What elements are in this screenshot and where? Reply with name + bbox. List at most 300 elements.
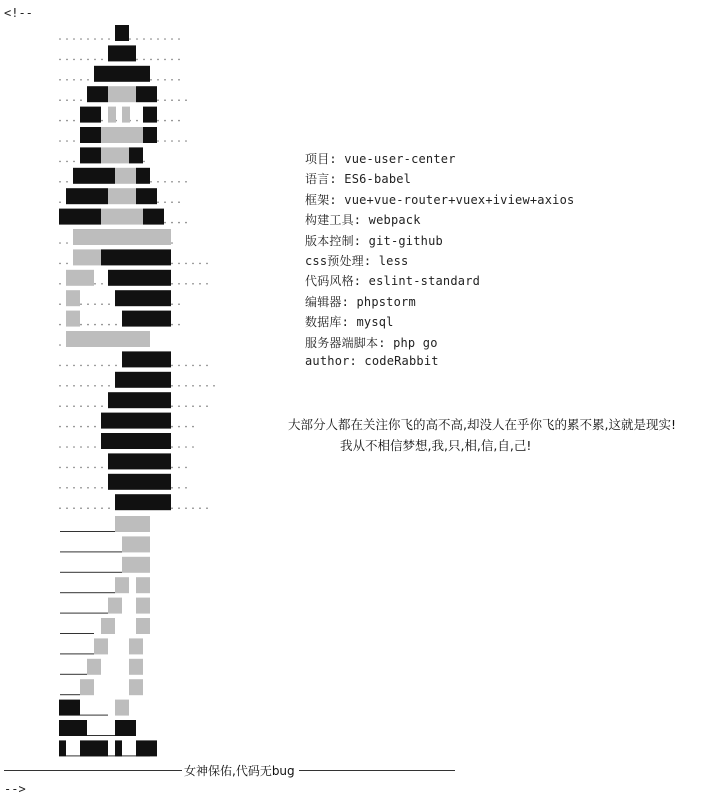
art-underscore-line <box>60 572 122 573</box>
art-underscore-line <box>87 735 115 736</box>
art-dot <box>108 324 110 326</box>
art-dot <box>101 324 103 326</box>
art-dot <box>59 201 61 203</box>
project-info-label: 语言: <box>305 172 337 187</box>
art-dot <box>213 385 215 387</box>
art-dot <box>185 99 187 101</box>
art-block-dark <box>108 270 171 286</box>
comment-open: <!-- <box>4 6 33 20</box>
art-block-dark <box>59 720 87 736</box>
art-dot <box>185 263 187 265</box>
art-dot <box>157 99 159 101</box>
art-block-light <box>136 577 150 593</box>
art-underscore-line <box>60 551 122 552</box>
project-info-label: 项目: <box>305 152 337 166</box>
project-info-value: vue+vue-router+vuex+iview+axios <box>344 192 575 207</box>
art-block-light <box>80 679 94 695</box>
art-dot <box>192 507 194 509</box>
art-dot <box>94 59 96 61</box>
art-dot <box>164 222 166 224</box>
art-dot <box>178 507 180 509</box>
project-info-value: webpack <box>368 213 421 228</box>
project-info-row <box>305 191 574 208</box>
art-dot <box>157 38 159 40</box>
art-block-dark <box>108 474 171 490</box>
art-dot <box>66 181 68 183</box>
art-dot <box>94 38 96 40</box>
art-dot <box>185 507 187 509</box>
project-info-row <box>305 211 421 228</box>
art-block-light <box>73 249 101 265</box>
art-dot <box>66 79 68 81</box>
art-underscore-line <box>60 653 94 654</box>
art-dot <box>157 120 159 122</box>
art-dot <box>150 79 152 81</box>
art-dot <box>199 405 201 407</box>
art-dot <box>115 365 117 367</box>
art-dot <box>59 324 61 326</box>
art-dot <box>73 385 75 387</box>
art-dot <box>101 365 103 367</box>
art-dot <box>164 120 166 122</box>
art-dot <box>178 181 180 183</box>
art-dot <box>171 487 173 489</box>
art-dot <box>66 365 68 367</box>
art-block-dark <box>59 700 80 716</box>
art-block-light <box>115 516 150 532</box>
project-info-label: 服务器端脚本: <box>305 335 386 350</box>
project-info-row <box>305 354 439 368</box>
art-dot <box>185 140 187 142</box>
art-block-light <box>108 107 116 123</box>
art-block-dark <box>115 25 129 41</box>
project-info-value: codeRabbit <box>364 354 439 368</box>
art-block-light <box>101 147 129 163</box>
art-underscore-line <box>60 674 87 675</box>
art-dot <box>185 181 187 183</box>
art-dot <box>171 38 173 40</box>
art-dot <box>87 38 89 40</box>
art-dot <box>94 507 96 509</box>
art-dot <box>115 324 117 326</box>
project-info-row <box>305 252 408 269</box>
art-block-dark <box>143 127 157 143</box>
project-info-label: 数据库: <box>305 315 350 330</box>
art-dot <box>136 120 138 122</box>
art-block-dark <box>80 107 101 123</box>
art-dot <box>185 405 187 407</box>
art-dot <box>178 38 180 40</box>
art-block-dark <box>101 413 171 429</box>
art-block-dark <box>122 311 171 327</box>
art-dot <box>206 283 208 285</box>
art-dot <box>87 79 89 81</box>
art-block-light <box>101 618 115 634</box>
art-dot <box>199 283 201 285</box>
art-dot <box>108 385 110 387</box>
art-dot <box>87 446 89 448</box>
art-dot <box>185 467 187 469</box>
footer-line-left <box>4 770 182 771</box>
art-block-light <box>108 598 122 614</box>
art-dot <box>178 263 180 265</box>
footer-line-right <box>299 770 455 771</box>
art-dot <box>66 446 68 448</box>
art-dot <box>178 201 180 203</box>
art-dot <box>178 426 180 428</box>
art-dot <box>59 405 61 407</box>
art-dot <box>94 283 96 285</box>
art-dot <box>164 140 166 142</box>
art-block-light <box>66 290 80 306</box>
project-info-label: 代码风格: <box>305 274 362 289</box>
art-dot <box>108 38 110 40</box>
art-dot <box>80 324 82 326</box>
art-dot <box>59 79 61 81</box>
art-dot <box>192 385 194 387</box>
art-block-light <box>87 659 101 675</box>
project-info-row <box>305 334 438 351</box>
art-block-light <box>129 638 143 654</box>
art-dot <box>178 140 180 142</box>
project-info-value: git-github <box>368 233 443 248</box>
art-dot <box>108 303 110 305</box>
art-dot <box>178 303 180 305</box>
art-dot <box>171 263 173 265</box>
art-block-dark <box>108 45 136 61</box>
art-dot <box>101 38 103 40</box>
art-dot <box>136 38 138 40</box>
art-block-dark <box>101 433 171 449</box>
project-info-value: phpstorm <box>356 294 416 309</box>
art-block-dark <box>115 740 122 756</box>
art-block-dark <box>136 168 150 184</box>
art-dot <box>73 38 75 40</box>
art-dot <box>171 324 173 326</box>
art-dot <box>66 38 68 40</box>
art-dot <box>87 324 89 326</box>
art-dot <box>101 385 103 387</box>
art-dot <box>171 283 173 285</box>
art-dot <box>199 507 201 509</box>
art-dot <box>178 59 180 61</box>
art-block-dark <box>115 372 171 388</box>
art-dot <box>66 405 68 407</box>
art-dot <box>108 365 110 367</box>
art-dot <box>192 365 194 367</box>
art-dot <box>185 283 187 285</box>
art-dot <box>80 487 82 489</box>
art-dot <box>80 467 82 469</box>
art-dot <box>101 59 103 61</box>
art-block-dark <box>108 453 171 469</box>
project-info-value: eslint-standard <box>368 274 481 289</box>
art-dot <box>59 446 61 448</box>
art-block-dark <box>66 188 108 204</box>
art-block-dark <box>143 107 157 123</box>
art-dot <box>87 507 89 509</box>
art-block-light <box>129 679 143 695</box>
art-dot <box>171 242 173 244</box>
art-dot <box>178 365 180 367</box>
art-block-light <box>115 168 136 184</box>
art-dot <box>94 487 96 489</box>
art-dot <box>101 120 103 122</box>
art-dot <box>80 59 82 61</box>
art-block-dark <box>143 209 164 225</box>
art-dot <box>59 242 61 244</box>
art-block-dark <box>136 86 157 102</box>
art-dot <box>171 222 173 224</box>
art-block-dark <box>80 127 101 143</box>
art-dot <box>150 59 152 61</box>
project-info-label: 编辑器: <box>305 294 350 309</box>
art-dot <box>171 99 173 101</box>
art-dot <box>129 38 131 40</box>
project-info-label: css预处理: <box>305 254 372 268</box>
art-block-dark <box>94 66 150 82</box>
project-info-label: 版本控制: <box>305 233 362 248</box>
art-block-light <box>136 598 150 614</box>
art-block-light <box>122 536 150 552</box>
quote-line-2: 我从不相信梦想,我,只,相,信,自,己! <box>340 438 532 453</box>
art-block-light <box>129 659 143 675</box>
art-dot <box>66 507 68 509</box>
art-block-light <box>108 188 136 204</box>
art-dot <box>171 59 173 61</box>
art-dot <box>94 365 96 367</box>
art-dot <box>178 405 180 407</box>
art-dot <box>192 446 194 448</box>
art-dot <box>66 263 68 265</box>
art-dot <box>73 365 75 367</box>
art-dot <box>101 487 103 489</box>
art-block-dark <box>80 147 101 163</box>
project-info-label: 构建工具: <box>305 213 362 228</box>
footer-text: 女神保佑,代码无bug <box>184 764 295 778</box>
art-dot <box>59 507 61 509</box>
art-dot <box>178 446 180 448</box>
art-dot <box>185 487 187 489</box>
project-info-row <box>305 272 480 289</box>
art-dot <box>164 181 166 183</box>
art-dot <box>94 446 96 448</box>
art-dot <box>87 487 89 489</box>
project-info-value: mysql <box>356 315 394 330</box>
art-dot <box>143 38 145 40</box>
art-dot <box>150 38 152 40</box>
art-block-light <box>101 209 143 225</box>
art-dot <box>171 426 173 428</box>
art-dot <box>80 79 82 81</box>
art-dot <box>157 140 159 142</box>
project-info-label: 框架: <box>305 192 337 207</box>
art-dot <box>185 385 187 387</box>
art-underscore-line <box>60 531 115 532</box>
project-info-value: less <box>378 254 409 268</box>
art-dot <box>185 446 187 448</box>
project-info-label: author: <box>305 354 357 368</box>
art-dot <box>87 405 89 407</box>
art-block-light <box>66 331 150 347</box>
art-dot <box>59 161 61 163</box>
comment-close: --> <box>4 782 26 796</box>
art-underscore-line <box>60 633 94 634</box>
art-dot <box>87 59 89 61</box>
art-dot <box>59 263 61 265</box>
art-block-light <box>101 127 143 143</box>
art-dot <box>59 467 61 469</box>
art-dot <box>80 385 82 387</box>
art-dot <box>192 283 194 285</box>
art-block-dark <box>80 740 108 756</box>
art-dot <box>80 405 82 407</box>
art-block-dark <box>129 147 143 163</box>
art-dot <box>178 467 180 469</box>
art-dot <box>59 487 61 489</box>
project-info-row <box>305 170 411 187</box>
art-dot <box>101 467 103 469</box>
art-dot <box>101 405 103 407</box>
art-block-dark <box>115 494 171 510</box>
art-block-light <box>122 107 130 123</box>
art-dot <box>143 59 145 61</box>
art-dot <box>66 487 68 489</box>
art-dot <box>80 426 82 428</box>
art-block-dark <box>108 392 171 408</box>
art-dot <box>171 385 173 387</box>
art-block-light <box>122 557 150 573</box>
art-block-light <box>115 577 129 593</box>
art-dot <box>73 467 75 469</box>
art-block-dark <box>87 86 108 102</box>
project-info-row <box>305 232 443 249</box>
art-dot <box>157 181 159 183</box>
art-dot <box>185 222 187 224</box>
art-dot <box>171 201 173 203</box>
art-dot <box>66 242 68 244</box>
project-info-value: ES6-babel <box>344 172 412 187</box>
art-dot <box>66 120 68 122</box>
art-dot <box>66 426 68 428</box>
art-dot <box>171 507 173 509</box>
art-underscore-line <box>60 613 108 614</box>
art-dot <box>59 385 61 387</box>
art-dot <box>94 405 96 407</box>
art-dot <box>171 446 173 448</box>
art-block-light <box>108 86 136 102</box>
art-dot <box>66 140 68 142</box>
art-dot <box>80 303 82 305</box>
art-block-light <box>136 618 150 634</box>
art-dot <box>171 181 173 183</box>
art-dot <box>206 365 208 367</box>
art-dot <box>206 263 208 265</box>
art-underscore-line <box>80 715 108 716</box>
art-dot <box>66 59 68 61</box>
art-dot <box>73 161 75 163</box>
art-dot <box>143 161 145 163</box>
art-dot <box>73 446 75 448</box>
art-dot <box>73 79 75 81</box>
art-block-light <box>115 700 129 716</box>
art-block-dark <box>122 351 171 367</box>
art-dot <box>136 59 138 61</box>
art-dot <box>171 365 173 367</box>
art-dot <box>164 38 166 40</box>
art-dot <box>59 120 61 122</box>
art-dot <box>73 99 75 101</box>
art-dot <box>171 140 173 142</box>
art-dot <box>87 385 89 387</box>
art-dot <box>73 120 75 122</box>
art-dot <box>206 405 208 407</box>
art-dot <box>87 365 89 367</box>
art-block-light <box>66 270 94 286</box>
art-dot <box>164 79 166 81</box>
art-dot <box>171 467 173 469</box>
art-dot <box>171 79 173 81</box>
art-dot <box>73 140 75 142</box>
art-block-dark <box>136 740 157 756</box>
art-dot <box>178 222 180 224</box>
art-dot <box>199 385 201 387</box>
art-dot <box>94 467 96 469</box>
art-dot <box>192 426 194 428</box>
art-dot <box>59 99 61 101</box>
art-dot <box>59 303 61 305</box>
art-dot <box>87 303 89 305</box>
art-dot <box>59 140 61 142</box>
art-dot <box>178 120 180 122</box>
art-dot <box>73 426 75 428</box>
art-dot <box>101 303 103 305</box>
art-dot <box>66 99 68 101</box>
art-block-dark <box>73 168 115 184</box>
art-dot <box>73 507 75 509</box>
art-block-dark <box>115 720 136 736</box>
project-info-row <box>305 313 394 330</box>
art-dot <box>59 59 61 61</box>
art-dot <box>59 426 61 428</box>
art-dot <box>59 365 61 367</box>
art-dot <box>59 38 61 40</box>
art-block-dark <box>136 188 157 204</box>
art-block-dark <box>59 209 101 225</box>
art-dot <box>199 263 201 265</box>
art-dot <box>157 201 159 203</box>
quote-line-1: 大部分人都在关注你飞的高不高,却没人在乎你飞的累不累,这就是现实! <box>288 417 676 432</box>
art-dot <box>192 405 194 407</box>
art-dot <box>206 507 208 509</box>
art-dot <box>87 426 89 428</box>
art-underscore-line <box>60 694 80 695</box>
art-dot <box>171 120 173 122</box>
art-dot <box>178 487 180 489</box>
art-dot <box>164 59 166 61</box>
art-dot <box>164 99 166 101</box>
art-dot <box>73 487 75 489</box>
art-block-dark <box>115 290 171 306</box>
art-dot <box>108 507 110 509</box>
art-dot <box>206 385 208 387</box>
art-dot <box>185 365 187 367</box>
art-dot <box>80 365 82 367</box>
art-dot <box>164 201 166 203</box>
art-dot <box>59 181 61 183</box>
art-dot <box>199 365 201 367</box>
art-block-dark <box>59 740 66 756</box>
